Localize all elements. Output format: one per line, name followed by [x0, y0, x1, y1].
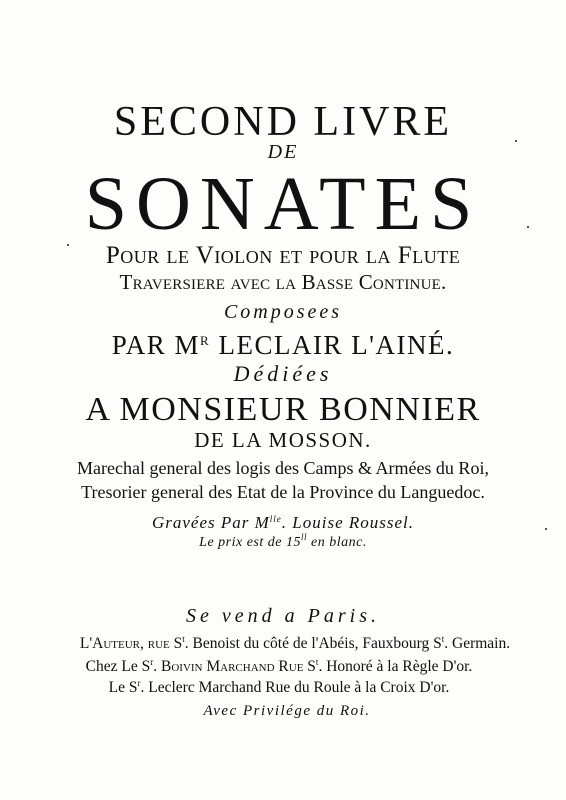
ink-speck — [527, 226, 529, 228]
engraver-sup: lle — [269, 514, 282, 524]
seller-1-sup: t — [182, 634, 185, 644]
seller-address-author — [12, 636, 566, 652]
seller-2-sup-2: t — [315, 657, 319, 667]
seller-1-mid: . Benoist du côté de l'Abéis, Fauxbourg S — [184, 635, 442, 652]
seller-1-suffix: . Germain. — [444, 635, 511, 652]
seller-3-sup: r — [137, 678, 141, 688]
seller-3-suffix: . Leclerc Marchand Rue du Roule à la Croix D'or. — [140, 679, 450, 696]
composer-name-prefix: PAR M — [111, 330, 201, 360]
seller-2-prefix: Chez Le S — [85, 658, 151, 675]
engraver-prefix: Gravées Par M — [151, 513, 270, 532]
composed-by-label: Composees — [223, 301, 343, 323]
title-line-second-livre: SECOND LIVRE — [113, 99, 453, 145]
subtitle-instruments: Pour le Violon et pour la Flute — [105, 242, 461, 269]
seller-2-sup: r — [150, 657, 154, 667]
dedicatee-name-line-2: DE LA MOSSON. — [194, 428, 372, 452]
seller-address-boivin — [0, 659, 562, 675]
seller-1-sup-2: t — [441, 634, 445, 644]
price-prefix: Le prix est de 15 — [199, 535, 301, 550]
seller-1-prefix: L'Auteur, rue S — [79, 635, 183, 652]
seller-2-mid: . Boivin Marchand Rue S — [153, 658, 316, 675]
ink-speck — [545, 528, 547, 530]
ink-speck — [515, 140, 517, 142]
composer-name-suffix: LECLAIR L'AINÉ. — [210, 330, 455, 360]
dedicatee-name: A MONSIEUR BONNIER — [85, 391, 481, 428]
dedicatee-office-2: Tresorier general des Etat de la Province du Languedoc. — [81, 482, 485, 502]
price-suffix: en blanc. — [307, 535, 367, 550]
engraver-credit — [0, 514, 566, 531]
composer-name — [0, 332, 566, 359]
seller-2-suffix: . Honoré à la Règle D'or. — [318, 658, 473, 675]
seller-address-leclerc — [0, 680, 562, 696]
ink-speck — [67, 244, 69, 246]
subtitle-continuo: Traversiere avec la Basse Continue. — [119, 270, 447, 294]
title-line-de: DE — [267, 141, 299, 163]
royal-privilege: Avec Privilége du Roi. — [203, 703, 371, 719]
sold-in-paris-label: Se vend a Paris. — [186, 605, 380, 627]
composer-name-sup: R — [200, 333, 211, 348]
price-line — [0, 532, 566, 550]
engraver-suffix: . Louise Roussel. — [281, 513, 415, 532]
price-sup: ll — [300, 532, 307, 542]
dedicated-label: Dédiées — [233, 361, 333, 386]
dedicatee-office-1: Marechal general des logis des Camps & Armées du Roi, — [77, 458, 489, 478]
seller-3-prefix: Le S — [108, 679, 138, 696]
title-line-sonates: SONATES — [84, 162, 482, 246]
